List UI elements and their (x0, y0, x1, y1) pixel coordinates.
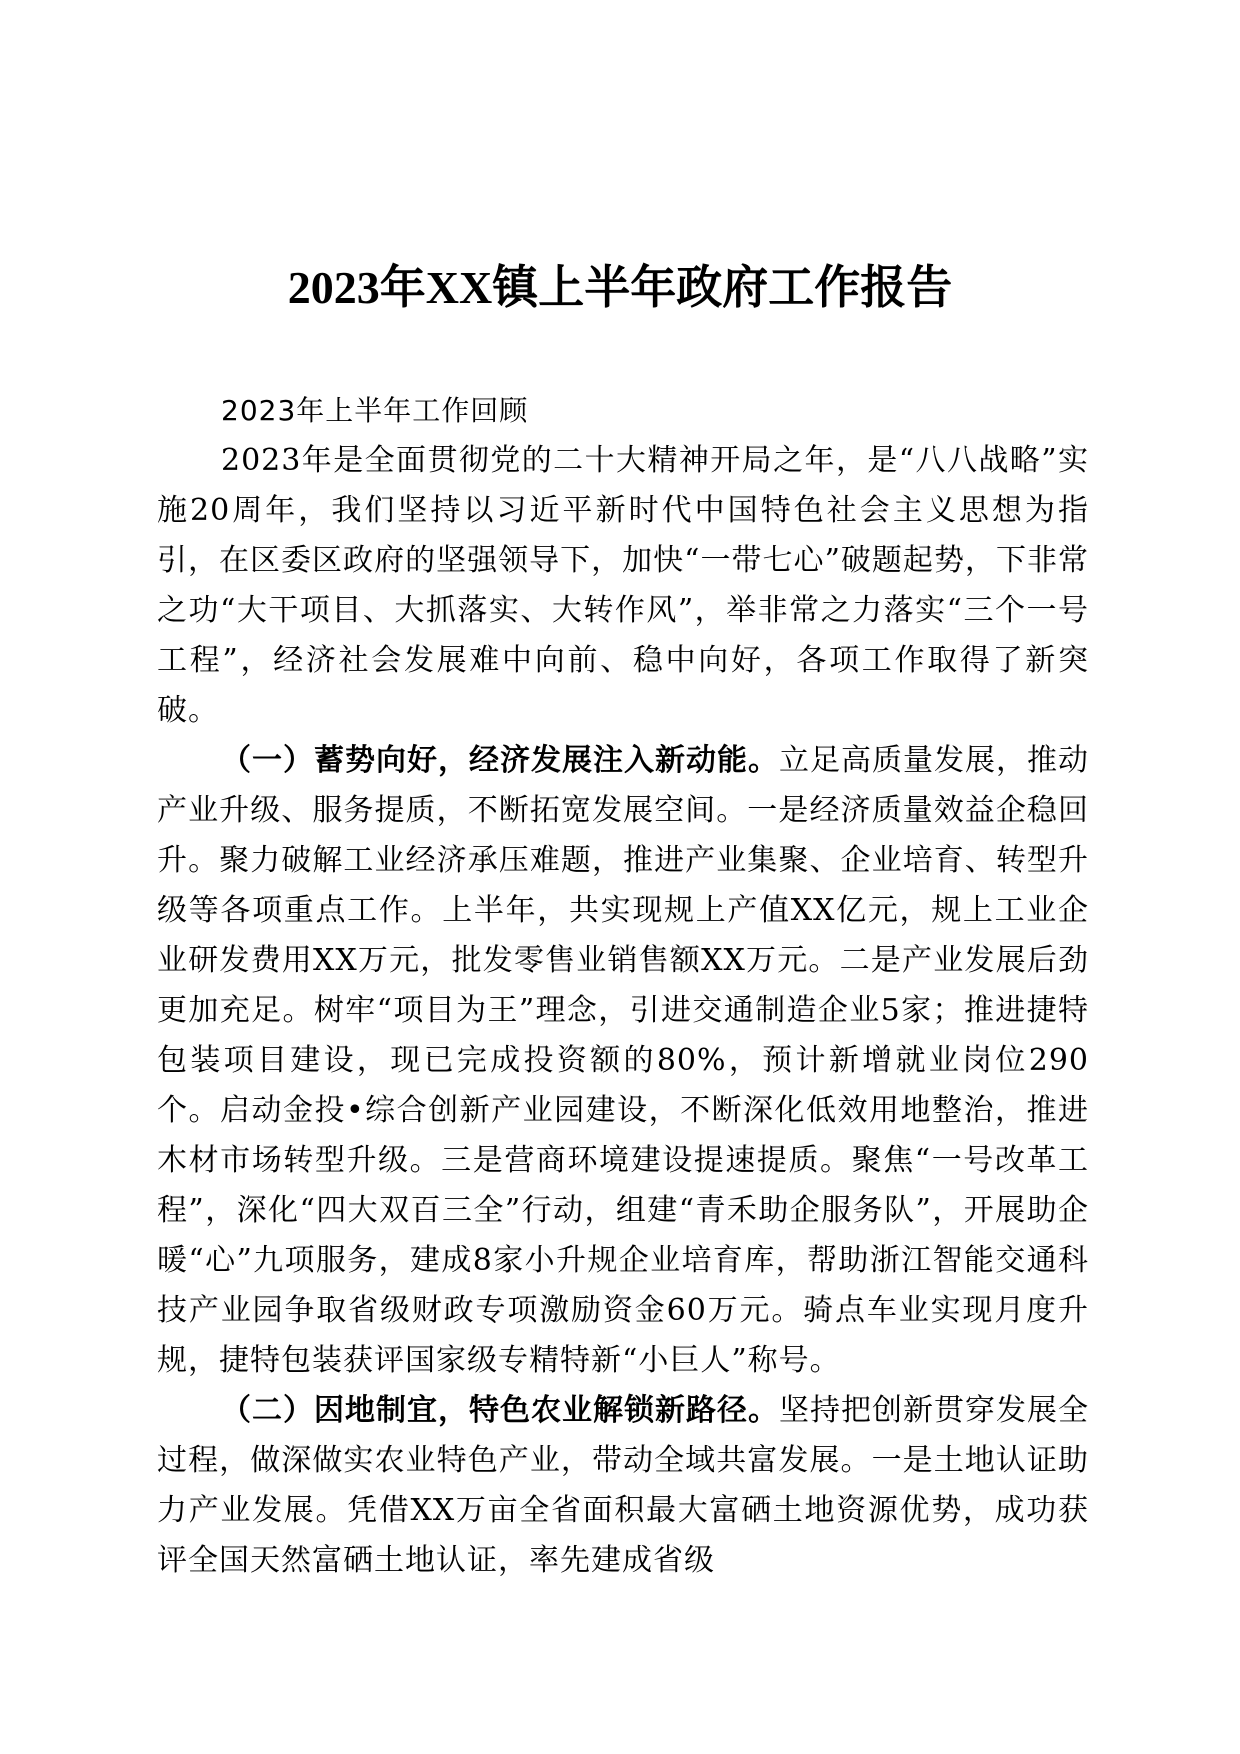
paragraph-intro (157, 436, 1089, 736)
section-heading: 2023年上半年工作回顾 (221, 394, 529, 427)
paragraph-text: 坚持把创新贯穿发展全过程，做深做实农业特色产业，带动全域共富发展。一是土地认证助力产业发展。凭借XX万亩全省面积最大富硒土地资源优势，成功获评全国天然富硒土地认证，率先建成省级 (157, 1393, 1089, 1578)
document-body (157, 386, 1089, 1586)
paragraph-text: 2023年是全面贯彻党的二十大精神开局之年，是“八八战略”实施20周年，我们坚持以习近平新时代中国特色社会主义思想为指引，在区委区政府的坚强领导下，加快“一带七心”破题起势，下非常之功“大干项目、大抓落实、大转作风”，举非常之力落实“三个一号工程”，经济社会发展难中向前、稳中向好，各项工作取得了新突破。 (157, 443, 1089, 728)
paragraph-economy (157, 736, 1089, 1386)
paragraph-agriculture (157, 1386, 1089, 1586)
document-title: 2023年XX镇上半年政府工作报告 (287, 262, 953, 313)
paragraph-lead: （二）因地制宜，特色农业解锁新路径。 (221, 1393, 779, 1428)
paragraph-text: 立足高质量发展，推动产业升级、服务提质，不断拓宽发展空间。一是经济质量效益企稳回升。聚力破解工业经济承压难题，推进产业集聚、企业培育、转型升级等各项重点工作。上半年，共实现规上产值XX亿元，规上工业企业研发费用XX万元，批发零售业销售额XX万元。二是产业发展后劲更加充足。树牢“项目为王”理念，引进交通制造企业5家；推进捷特包装项目建设，现已完成投资额的80%，预计新增就业岗位290个。启动金投•综合创新产业园建设，不断深化低效用地整治，推进木材市场转型升级。三是营商环境建设提速提质。聚焦“一号改革工程”，深化“四大双百三全”行动，组建“青禾助企服务队”，开展助企暖“心”九项服务，建成8家小升规企业培育库，帮助浙江智能交通科技产业园争取省级财政专项激励资金60万元。骑点车业实现月度升规，捷特包装获评国家级专精特新“小巨人”称号。 (157, 743, 1089, 1378)
paragraph-lead: （一）蓄势向好，经济发展注入新动能。 (221, 743, 779, 778)
